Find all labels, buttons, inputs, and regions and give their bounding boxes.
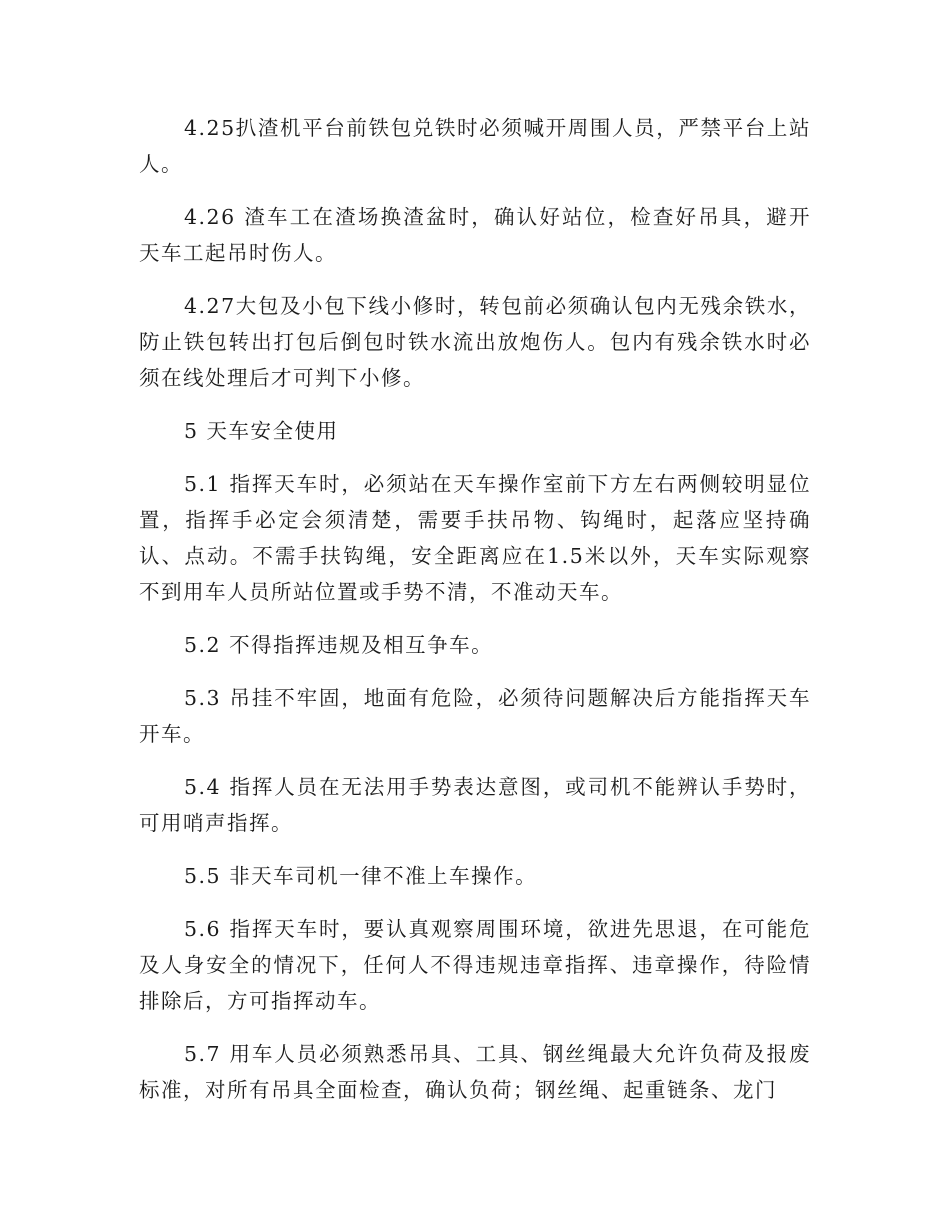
paragraph-5-7: 5.7 用车人员必须熟悉吊具、工具、钢丝绳最大允许负荷及报废标准，对所有吊具全面检查，确认负荷；钢丝绳、起重链条、龙门 [139,1042,811,1102]
document-body [139,110,811,1125]
paragraph-5-2: 5.2 不得指挥违规及相互争车。 [184,633,494,657]
paragraph-4-26: 4.26 渣车工在渣场换渣盆时，确认好站位，检查好吊具，避开天车工起吊时伤人。 [139,205,811,265]
paragraph-4-25: 4.25扒渣机平台前铁包兑铁时必须喊开周围人员，严禁平台上站人。 [139,116,811,176]
paragraph-5-6: 5.6 指挥天车时，要认真观察周围环境，欲进先思退，在可能危及人身安全的情况下，任何人不得违规违章指挥、违章操作，待险情排除后，方可指挥动车。 [139,917,811,1013]
paragraph-5-3: 5.3 吊挂不牢固，地面有危险，必须待问题解决后方能指挥天车开车。 [139,686,811,746]
paragraph-4-27: 4.27大包及小包下线小修时，转包前必须确认包内无残余铁水，防止铁包转出打包后倒包时铁水流出放炮伤人。包内有残余铁水时必须在线处理后才可判下小修。 [139,294,811,390]
section-heading-5: 5 天车安全使用 [184,419,339,443]
paragraph-5-5: 5.5 非天车司机一律不准上车操作。 [184,864,538,888]
paragraph-5-1: 5.1 指挥天车时，必须站在天车操作室前下方左右两侧较明显位置，指挥手必定会须清楚，需要手扶吊物、钩绳时，起落应坚持确认、点动。不需手扶钩绳，安全距离应在1.5米以外，天车实际观察不到用车人员所站位置或手势不清，不准动天车。 [139,472,811,604]
paragraph-5-4: 5.4 指挥人员在无法用手势表达意图，或司机不能辨认手势时，可用哨声指挥。 [139,775,811,835]
